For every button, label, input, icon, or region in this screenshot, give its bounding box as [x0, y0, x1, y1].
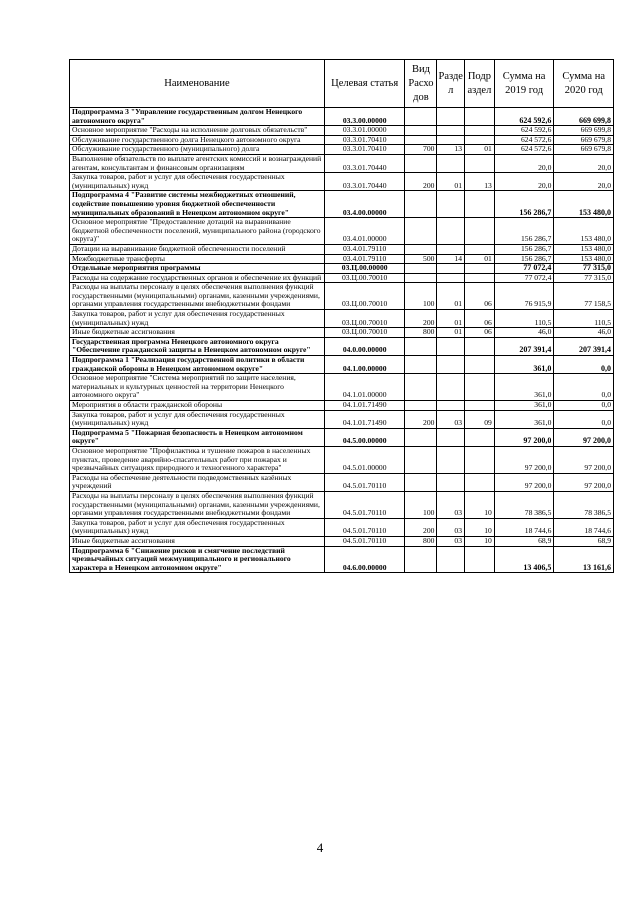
- sum-2019: 97 200,0: [494, 446, 554, 473]
- expense-type: [405, 356, 437, 374]
- row-name: Иные бюджетные ассигнования: [70, 536, 325, 546]
- sum-2020: 669 679,8: [554, 145, 614, 155]
- sum-2019: 624 592,6: [494, 108, 554, 126]
- target-article: 03.4.01.00000: [324, 218, 405, 245]
- target-article: 03.Ц.00.70010: [324, 283, 405, 310]
- expense-type: [405, 244, 437, 254]
- sum-2020: 153 480,0: [554, 218, 614, 245]
- sum-2019: 68,9: [494, 536, 554, 546]
- header-sum-2019: Сумма на 2019 год: [494, 60, 554, 108]
- section: 01: [437, 328, 465, 338]
- row-name: Выполнение обязательств по выплате агентских комиссий и вознаграждений агентам, консультантам и финансовым организациям: [70, 154, 325, 172]
- target-article: 03.3.01.70410: [324, 145, 405, 155]
- row-name: Государственная программа Ненецкого автономного округа "Обеспечение гражданской защиты в Ненецком автономном округе": [70, 337, 325, 355]
- target-article: 03.Ц.00.00000: [324, 264, 405, 274]
- sum-2019: 156 286,7: [494, 191, 554, 218]
- table-row: [70, 428, 614, 446]
- subsection: 10: [465, 491, 495, 518]
- expense-type: [405, 264, 437, 274]
- sum-2019: 156 286,7: [494, 254, 554, 264]
- table-body: [70, 108, 614, 573]
- sum-2020: 46,0: [554, 328, 614, 338]
- table-row: [70, 218, 614, 245]
- target-article: 04.0.00.00000: [324, 337, 405, 355]
- table-row: [70, 191, 614, 218]
- target-article: 04.6.00.00000: [324, 546, 405, 573]
- table-row: [70, 410, 614, 428]
- row-name: Подпрограмма 1 "Реализация государственной политики в области гражданской обороны в Ненецком автономном округе": [70, 356, 325, 374]
- row-name: Расходы на выплаты персоналу в целях обеспечения выполнения функций государственными (муниципальными) органами, казенными учреждениями, органами управления государственными внебюджетными фондами: [70, 283, 325, 310]
- table-row: [70, 374, 614, 401]
- table-row: [70, 135, 614, 145]
- subsection: [465, 244, 495, 254]
- row-name: Закупка товаров, работ и услуг для обеспечения государственных (муниципальных) нужд: [70, 410, 325, 428]
- sum-2020: 77 315,0: [554, 264, 614, 274]
- section: [437, 273, 465, 283]
- subsection: 01: [465, 254, 495, 264]
- sum-2020: 13 161,6: [554, 546, 614, 573]
- sum-2019: 46,0: [494, 328, 554, 338]
- expense-type: [405, 546, 437, 573]
- row-name: Подпрограмма 3 "Управление государственным долгом Ненецкого автономного округа": [70, 108, 325, 126]
- table-row: [70, 473, 614, 491]
- section: 03: [437, 410, 465, 428]
- section: 01: [437, 173, 465, 191]
- subsection: 06: [465, 328, 495, 338]
- subsection: [465, 218, 495, 245]
- row-name: Основное мероприятие "Предоставление дотаций на выравнивание бюджетной обеспеченности поселений, муниципального района (городского округа)": [70, 218, 325, 245]
- header-section: Разде л: [437, 60, 465, 108]
- section: [437, 546, 465, 573]
- sum-2020: 18 744,6: [554, 518, 614, 536]
- sum-2020: 669 679,8: [554, 135, 614, 145]
- row-name: Дотации на выравнивание бюджетной обеспеченности поселений: [70, 244, 325, 254]
- table-row: [70, 518, 614, 536]
- target-article: 04.5.00.00000: [324, 428, 405, 446]
- expense-type: 200: [405, 310, 437, 328]
- row-name: Закупка товаров, работ и услуг для обеспечения государственных (муниципальных) нужд: [70, 310, 325, 328]
- row-name: Основное мероприятие "Расходы на исполнение долговых обязательств": [70, 126, 325, 136]
- row-name: Мероприятия в области гражданской обороны: [70, 401, 325, 411]
- sum-2020: 153 480,0: [554, 244, 614, 254]
- subsection: [465, 356, 495, 374]
- expense-type: 200: [405, 173, 437, 191]
- section: [437, 374, 465, 401]
- expense-type: [405, 154, 437, 172]
- sum-2019: 207 391,4: [494, 337, 554, 355]
- expense-type: [405, 108, 437, 126]
- subsection: 01: [465, 145, 495, 155]
- sum-2019: 361,0: [494, 410, 554, 428]
- subsection: [465, 154, 495, 172]
- sum-2019: 18 744,6: [494, 518, 554, 536]
- expense-type: [405, 473, 437, 491]
- sum-2019: 624 572,6: [494, 145, 554, 155]
- expense-type: [405, 401, 437, 411]
- sum-2020: 153 480,0: [554, 254, 614, 264]
- section: 13: [437, 145, 465, 155]
- sum-2020: 68,9: [554, 536, 614, 546]
- row-name: Расходы на обеспечение деятельности подведомственных казённых учреждений: [70, 473, 325, 491]
- sum-2019: 13 406,5: [494, 546, 554, 573]
- row-name: Обслуживание государственного (муниципального) долга: [70, 145, 325, 155]
- expense-type: [405, 191, 437, 218]
- sum-2020: 77 315,0: [554, 273, 614, 283]
- table-row: [70, 356, 614, 374]
- sum-2019: 77 072,4: [494, 273, 554, 283]
- sum-2020: 0,0: [554, 356, 614, 374]
- sum-2019: 361,0: [494, 356, 554, 374]
- target-article: 03.3.01.70440: [324, 173, 405, 191]
- subsection: [465, 546, 495, 573]
- table-row: [70, 546, 614, 573]
- expense-type: [405, 446, 437, 473]
- row-name: Отдельные мероприятия программы: [70, 264, 325, 274]
- row-name: Расходы на содержание государственных органов и обеспечение их функций: [70, 273, 325, 283]
- table-row: [70, 283, 614, 310]
- section: 03: [437, 536, 465, 546]
- row-name: Подпрограмма 4 "Развитие системы межбюджетных отношений, содействие повышению уровня бюджетной обеспеченности муниципальных образований в Ненецком автономном округе": [70, 191, 325, 218]
- expense-type: 800: [405, 328, 437, 338]
- target-article: 04.1.01.00000: [324, 374, 405, 401]
- row-name: Иные бюджетные ассигнования: [70, 328, 325, 338]
- table-row: [70, 108, 614, 126]
- subsection: 10: [465, 536, 495, 546]
- section: [437, 135, 465, 145]
- expense-type: [405, 374, 437, 401]
- expense-type: [405, 135, 437, 145]
- sum-2020: 97 200,0: [554, 428, 614, 446]
- sum-2020: 0,0: [554, 374, 614, 401]
- subsection: [465, 264, 495, 274]
- sum-2019: 110,5: [494, 310, 554, 328]
- target-article: 04.1.01.71490: [324, 401, 405, 411]
- table-row: [70, 173, 614, 191]
- target-article: 03.3.01.70440: [324, 154, 405, 172]
- sum-2020: 77 158,5: [554, 283, 614, 310]
- section: 03: [437, 491, 465, 518]
- subsection: 06: [465, 283, 495, 310]
- subsection: [465, 273, 495, 283]
- section: [437, 126, 465, 136]
- section: [437, 264, 465, 274]
- section: [437, 337, 465, 355]
- expense-type: 800: [405, 536, 437, 546]
- target-article: 04.5.01.00000: [324, 446, 405, 473]
- target-article: 04.1.01.71490: [324, 410, 405, 428]
- expense-type: 700: [405, 145, 437, 155]
- sum-2019: 624 592,6: [494, 126, 554, 136]
- sum-2020: 153 480,0: [554, 191, 614, 218]
- section: 01: [437, 283, 465, 310]
- table-row: [70, 536, 614, 546]
- section: [437, 154, 465, 172]
- row-name: Основное мероприятие "Профилактика и тушение пожаров в населенных пунктах, проведение аварийно-спасательных работ при пожарах и чрезвычайных ситуациях природного и техногенного характера": [70, 446, 325, 473]
- sum-2020: 669 699,8: [554, 126, 614, 136]
- header-type: Вид Расхо дов: [405, 60, 437, 108]
- subsection: [465, 446, 495, 473]
- target-article: 03.Ц.00.70010: [324, 273, 405, 283]
- sum-2019: 20,0: [494, 154, 554, 172]
- sum-2020: 669 699,8: [554, 108, 614, 126]
- table-row: [70, 145, 614, 155]
- row-name: Межбюджетные трансферты: [70, 254, 325, 264]
- expense-type: 100: [405, 283, 437, 310]
- row-name: Обслуживание государственного долга Ненецкого автономного округа: [70, 135, 325, 145]
- sum-2020: 97 200,0: [554, 473, 614, 491]
- subsection: 13: [465, 173, 495, 191]
- row-name: Расходы на выплаты персоналу в целях обеспечения выполнения функций государственными (муниципальными) органами, казенными учреждениями, органами управления государственными внебюджетными фондами: [70, 491, 325, 518]
- sum-2020: 207 391,4: [554, 337, 614, 355]
- subsection: [465, 191, 495, 218]
- subsection: [465, 135, 495, 145]
- subsection: [465, 126, 495, 136]
- row-name: Закупка товаров, работ и услуг для обеспечения государственных (муниципальных) нужд: [70, 518, 325, 536]
- target-article: 03.4.00.00000: [324, 191, 405, 218]
- expense-type: 100: [405, 491, 437, 518]
- sum-2019: 20,0: [494, 173, 554, 191]
- target-article: 03.4.01.79110: [324, 254, 405, 264]
- subsection: [465, 401, 495, 411]
- sum-2019: 156 286,7: [494, 244, 554, 254]
- subsection: 10: [465, 518, 495, 536]
- expense-type: 200: [405, 518, 437, 536]
- sum-2019: 361,0: [494, 374, 554, 401]
- section: 03: [437, 518, 465, 536]
- header-name: Наименование: [70, 60, 325, 108]
- sum-2019: 97 200,0: [494, 473, 554, 491]
- row-name: Основное мероприятие "Система мероприятий по защите населения, материальных и культурных ценностей на территории Ненецкого автономного округа": [70, 374, 325, 401]
- row-name: Закупка товаров, работ и услуг для обеспечения государственных (муниципальных) нужд: [70, 173, 325, 191]
- sum-2020: 20,0: [554, 154, 614, 172]
- table-header-row: [70, 60, 614, 108]
- section: [437, 218, 465, 245]
- expense-type: [405, 337, 437, 355]
- expense-type: 500: [405, 254, 437, 264]
- target-article: 04.5.01.70110: [324, 518, 405, 536]
- table-row: [70, 254, 614, 264]
- header-target: Целевая статья: [324, 60, 405, 108]
- target-article: 03.4.01.79110: [324, 244, 405, 254]
- sum-2019: 361,0: [494, 401, 554, 411]
- target-article: 04.5.01.70110: [324, 536, 405, 546]
- sum-2019: 97 200,0: [494, 428, 554, 446]
- section: [437, 244, 465, 254]
- header-sum-2020: Сумма на 2020 год: [554, 60, 614, 108]
- expense-type: [405, 218, 437, 245]
- sum-2019: 77 072,4: [494, 264, 554, 274]
- section: 01: [437, 310, 465, 328]
- sum-2020: 20,0: [554, 173, 614, 191]
- header-subsection: Подр аздел: [465, 60, 495, 108]
- expense-type: 200: [405, 410, 437, 428]
- table-row: [70, 264, 614, 274]
- sum-2020: 0,0: [554, 401, 614, 411]
- subsection: [465, 374, 495, 401]
- sum-2019: 76 915,9: [494, 283, 554, 310]
- table-row: [70, 328, 614, 338]
- expense-type: [405, 273, 437, 283]
- target-article: 03.3.01.00000: [324, 126, 405, 136]
- sum-2019: 624 572,6: [494, 135, 554, 145]
- row-name: Подпрограмма 6 "Снижение рисков и смягчение последствий чрезвычайных ситуаций межмуниципального и регионального характера в Ненецком автономном округе": [70, 546, 325, 573]
- table-row: [70, 244, 614, 254]
- section: [437, 428, 465, 446]
- table-row: [70, 446, 614, 473]
- sum-2020: 97 200,0: [554, 446, 614, 473]
- sum-2020: 78 386,5: [554, 491, 614, 518]
- table-row: [70, 273, 614, 283]
- section: 14: [437, 254, 465, 264]
- table-row: [70, 126, 614, 136]
- subsection: [465, 108, 495, 126]
- expense-type: [405, 428, 437, 446]
- expense-type: [405, 126, 437, 136]
- sum-2019: 156 286,7: [494, 218, 554, 245]
- sum-2019: 78 386,5: [494, 491, 554, 518]
- table-row: [70, 154, 614, 172]
- subsection: [465, 473, 495, 491]
- target-article: 03.3.01.70410: [324, 135, 405, 145]
- table-row: [70, 310, 614, 328]
- table-row: [70, 401, 614, 411]
- section: [437, 473, 465, 491]
- section: [437, 191, 465, 218]
- table-row: [70, 491, 614, 518]
- section: [437, 401, 465, 411]
- target-article: 03.Ц.00.70010: [324, 328, 405, 338]
- sum-2020: 110,5: [554, 310, 614, 328]
- target-article: 03.3.00.00000: [324, 108, 405, 126]
- target-article: 04.5.01.70110: [324, 491, 405, 518]
- budget-table: [69, 59, 614, 573]
- subsection: 06: [465, 310, 495, 328]
- subsection: [465, 428, 495, 446]
- target-article: 03.Ц.00.70010: [324, 310, 405, 328]
- section: [437, 108, 465, 126]
- subsection: 09: [465, 410, 495, 428]
- page-number: 4: [316, 840, 324, 855]
- sum-2020: 0,0: [554, 410, 614, 428]
- section: [437, 446, 465, 473]
- section: [437, 356, 465, 374]
- table-row: [70, 337, 614, 355]
- target-article: 04.5.01.70110: [324, 473, 405, 491]
- row-name: Подпрограмма 5 "Пожарная безопасность в Ненецком автономном округе": [70, 428, 325, 446]
- subsection: [465, 337, 495, 355]
- target-article: 04.1.00.00000: [324, 356, 405, 374]
